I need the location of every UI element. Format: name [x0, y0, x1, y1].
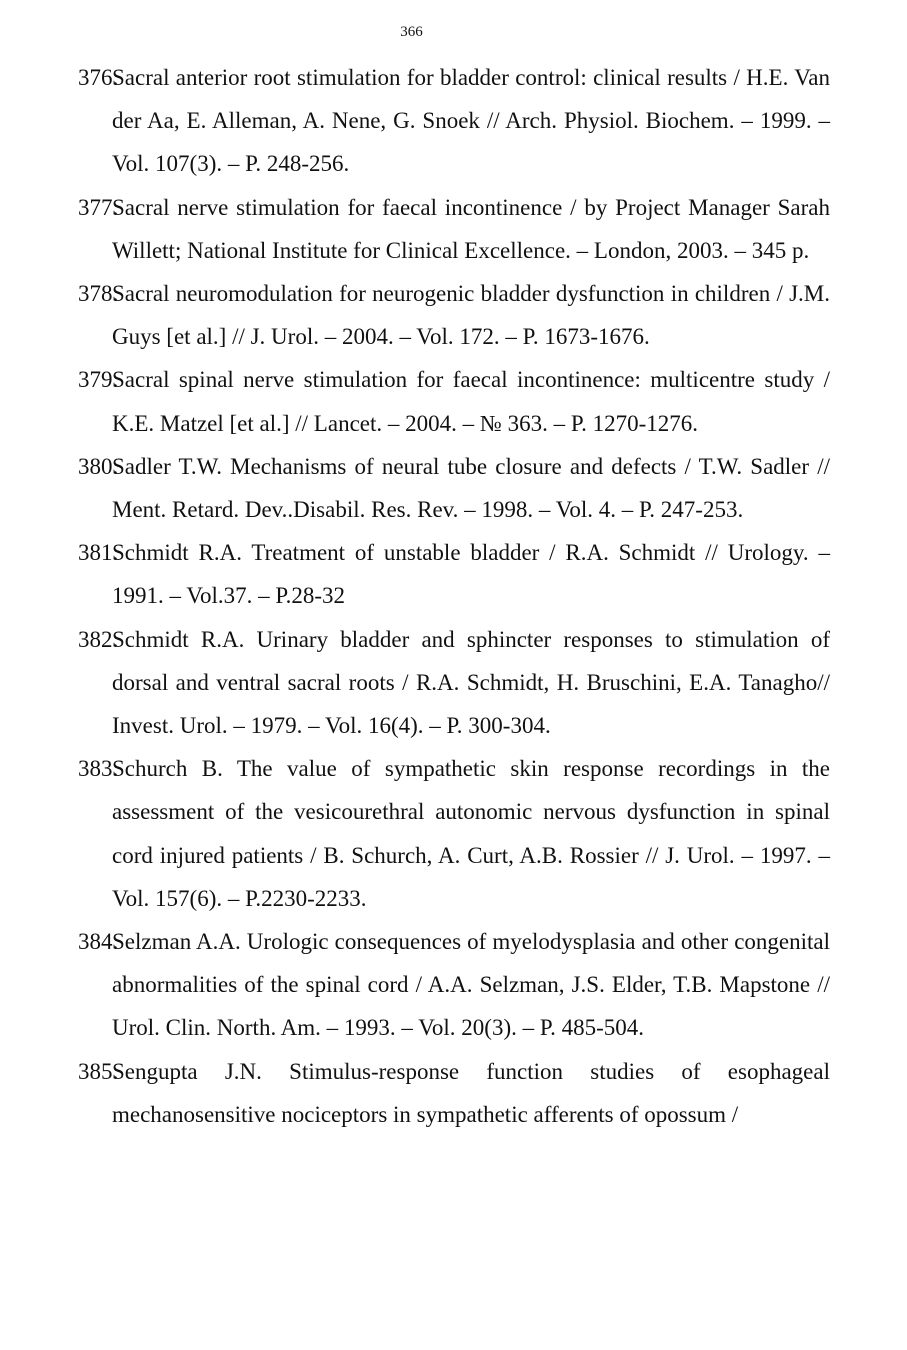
reference-number: 378. — [78, 281, 119, 307]
reference-text: Sadler T.W. Mechanisms of neural tube closure and defects / T.W. Sadler // Ment. Retard. Dev..Disabil. Res. Rev. – 1998. – Vol. 4. – P. 247-253. — [112, 453, 830, 523]
reference-number: 381. — [78, 540, 119, 566]
reference-text: Schmidt R.A. Urinary bladder and sphincter responses to stimulation of dorsal and ventral sacral roots / R.A. Schmidt, H. Bruschini, E.A. Tanagho// Invest. Urol. – 1979. – Vol. 16(4). – P. 300-304. — [112, 626, 830, 739]
reference-item — [78, 358, 830, 444]
reference-list — [78, 56, 830, 1136]
reference-number: 384. — [78, 929, 119, 955]
page-number: 366 — [400, 24, 423, 40]
reference-text: Schurch B. The value of sympathetic skin response recordings in the assessment of the vesicourethral autonomic nervous dysfunction in spinal cord injured patients / B. Schurch, A. Curt, A.B. Rossier // J. Urol. – 1997. – Vol. 157(6). – P.2230-2233. — [112, 756, 830, 911]
reference-text: Sengupta J.N. Stimulus-response function studies of esophageal mechanosensitive nociceptors in sympathetic afferents of opossum / — [112, 1058, 830, 1127]
reference-text: Sacral neuromodulation for neurogenic bladder dysfunction in children / J.M. Guys [et al.] // J. Urol. – 2004. – Vol. 172. – P. 1673-1676. — [112, 281, 830, 350]
reference-item — [78, 920, 830, 1050]
reference-number: 377. — [78, 194, 119, 220]
reference-item — [78, 56, 830, 186]
reference-text: Sacral spinal nerve stimulation for faecal incontinence: multicentre study / K.E. Matzel [et al.] // Lancet. – 2004. – № 363. – P. 1270-1276. — [112, 367, 830, 436]
reference-text: Selzman A.A. Urologic consequences of myelodysplasia and other congenital abnormalities of the spinal cord / A.A. Selzman, J.S. Elder, T.B. Mapstone // Urol. Clin. North. Am. – 1993. – Vol. 20(3). – P. 485-504. — [112, 929, 830, 1041]
reference-item — [78, 272, 830, 358]
reference-number: 376. — [78, 65, 119, 90]
reference-text: Schmidt R.A. Treatment of unstable bladder / R.A. Schmidt // Urology. – 1991. – Vol.37. – P.28-32 — [112, 540, 830, 609]
reference-item — [78, 618, 830, 748]
reference-item — [78, 445, 830, 531]
reference-number: 385. — [78, 1058, 119, 1084]
reference-item — [78, 747, 830, 920]
reference-item — [78, 186, 830, 272]
reference-text: Sacral anterior root stimulation for bladder control: clinical results / H.E. Van der Aa, E. Alleman, A. Nene, G. Snoek // Arch. Physiol. Biochem. – 1999. – Vol. 107(3). – P. 248-256. — [112, 65, 830, 177]
reference-number: 382. — [78, 626, 119, 652]
reference-item — [78, 1050, 830, 1136]
reference-number: 380. — [78, 453, 119, 479]
reference-item — [78, 531, 830, 617]
reference-text: Sacral nerve stimulation for faecal incontinence / by Project Manager Sarah Willett; National Institute for Clinical Excellence. – London, 2003. – 345 p. — [112, 194, 830, 263]
reference-number: 383. — [78, 756, 119, 782]
reference-number: 379. — [78, 367, 119, 393]
